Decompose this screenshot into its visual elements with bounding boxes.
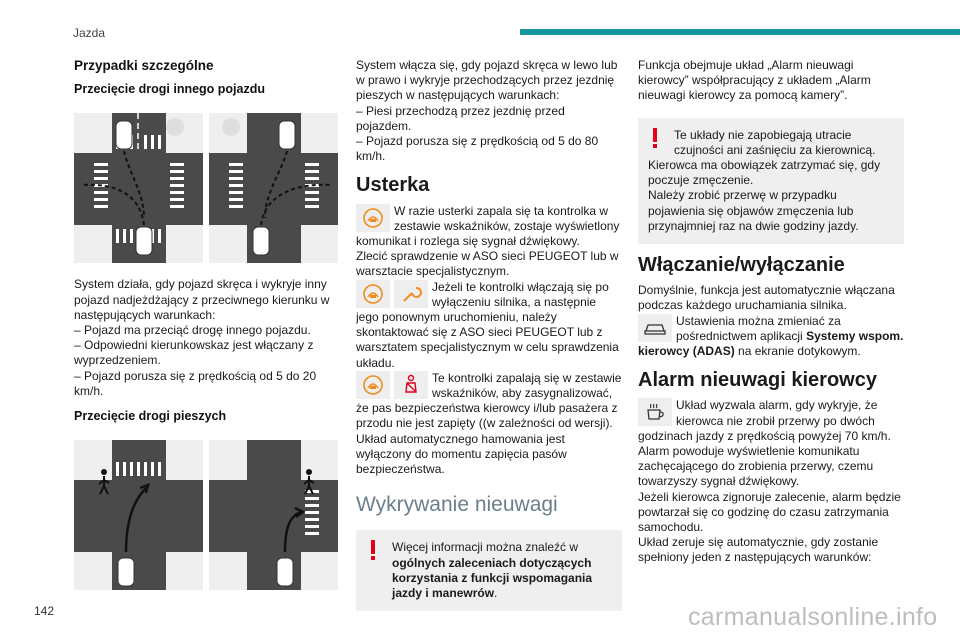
vehicle-crossing-figure-right <box>209 113 338 263</box>
wlaczanie-text-2-bold: Systemy wspom. kierowcy (ADAS) <box>638 328 904 359</box>
pedestrian-crossing-figure-left <box>74 440 203 590</box>
vehicle-condition-1: – Pojazd ma przeciąć drogę innego pojazdu. <box>74 323 311 338</box>
column-2 <box>356 58 622 621</box>
coffee-cup-icon <box>638 398 672 426</box>
wlaczanie-text-2-end: na ekranie dotykowym. <box>734 344 861 359</box>
usterka-text-1: W razie usterki zapala się ta kontrolka w zestawie wskaźników, zostaje wyświetlony komunikat i rozlega się sygnał dźwiękowy. <box>356 203 620 249</box>
usterka-title: Usterka <box>356 174 430 197</box>
pedestrian-crossing-figure-right <box>209 440 338 590</box>
pedestrian-intro-text: System włącza się, gdy pojazd skręca w lewo lub w prawo i wykryje przechodzących przez jezdnię pieszych w następujących warunkach: <box>356 58 618 103</box>
warning-note-line-2: Kierowca ma obowiązek zatrzymać się, gdy poczuje zmęczenie. <box>648 158 881 188</box>
pedestrian-crossing-figures <box>74 440 339 590</box>
pedestrian-condition-2: – Pojazd porusza się z prędkością od 5 do 80 km/h. <box>356 134 599 164</box>
alarm-title: Alarm nieuwagi kierowcy <box>638 369 877 392</box>
alarm-para-1 <box>638 398 904 444</box>
page-number: 142 <box>34 604 55 618</box>
collision-warning-icon <box>356 280 390 308</box>
wlaczanie-text-1: Domyślnie, funkcja jest automatycznie włączana podczas każdego uruchamiania silnika. <box>638 283 895 313</box>
vehicle-crossing-text: System działa, gdy pojazd skręca i wykryje inny pojazd nadjeżdżający z przeciwnego kierunku w następujących warunkach: <box>74 277 330 322</box>
info-note-bold: ogólnych zaleceniach dotyczących korzystania z funkcji wspomagania jazdy i manewrów <box>392 555 593 601</box>
header-accent-bar <box>520 29 960 35</box>
wykrywanie-title: Wykrywanie nieuwagi <box>356 493 558 517</box>
column-3 <box>638 58 904 566</box>
collision-warning-icon <box>356 371 390 399</box>
watermark: carmanualsonline.info <box>688 603 938 631</box>
info-note-text <box>366 540 612 601</box>
wlaczanie-para-2 <box>638 314 904 360</box>
usterka-text-2: Jeżeli te kontrolki włączają się po wyłączeniu silnika, a następnie jego ponownym uruchomieniu, należy skontaktować się z ASO sieci PEUGEOT lub z warsztatem specjalistycznym w celu sprawdzenia układu. <box>356 279 619 370</box>
warning-note-line-1: Te układy nie zapobiegają utracie czujności ani zaśnięciu za kierownicą. <box>674 127 876 157</box>
info-note-end: . <box>494 586 498 601</box>
wlaczanie-text-2-normal: Ustawienia można zmieniać za pośrednictwem aplikacji <box>676 313 841 343</box>
vehicle-crossing-figures <box>74 113 339 263</box>
warning-note-line-3: Należy zrobić przerwę w przypadku pojawienia się objawów zmęczenia lub przynajmniej raz na dwie godziny jazdy. <box>648 188 859 233</box>
usterka-para-1 <box>356 204 622 250</box>
collision-warning-icon <box>356 204 390 232</box>
alarm-text-3: Jeżeli kierowca zignoruje zalecenie, alarm będzie powtarzał się co godzinę do czasu zatrzymania samochodu. <box>638 489 901 535</box>
pedestrian-condition-1: – Piesi przechodzą przez jezdnię przed pojazdem. <box>356 103 565 133</box>
usterka-para-2 <box>356 280 622 371</box>
function-intro-text: Funkcja obejmuje układ „Alarm nieuwagi kierowcy” współpracujący z układem „Alarm nieuwagi kierowcy za pomocą kamery”. <box>638 58 871 103</box>
subsection-title-vehicle: Przecięcie drogi innego pojazdu <box>74 82 266 97</box>
vehicle-condition-3: – Pojazd porusza się z prędkością od 5 do 20 km/h. <box>74 368 317 398</box>
usterka-para-3 <box>356 371 622 477</box>
vehicle-condition-2: – Odpowiedni kierunkowskaz jest włączany z wyprzedzeniem. <box>74 338 314 368</box>
info-note-normal: Więcej informacji można znaleźć w <box>392 540 579 555</box>
alarm-text-2: Alarm powoduje wyświetlenie komunikatu zachęcającego do zrobienia przerwy, czemu towarzyszy sygnał dźwiękowy. <box>638 444 874 489</box>
column-1 <box>74 58 339 604</box>
warning-note-box <box>638 118 904 244</box>
wlaczanie-title: Włączanie/wyłączanie <box>638 254 845 277</box>
seatbelt-icon <box>394 371 428 399</box>
exclamation-icon <box>652 128 658 148</box>
header-label: Jazda <box>73 26 106 40</box>
exclamation-icon <box>370 540 376 560</box>
alarm-text-1: Układ wyzwala alarm, gdy wykryje, że kierowca nie zrobił przerwy po dwóch godzinach jazdy z prędkością powyżej 70 km/h. <box>638 398 891 443</box>
info-note-box <box>356 530 622 611</box>
usterka-text-1b: Zlecić sprawdzenie w ASO sieci PEUGEOT lub w warsztacie specjalistycznym. <box>356 249 619 279</box>
car-outline-icon <box>638 314 672 342</box>
section-title: Przypadki szczególne <box>74 58 214 73</box>
alarm-text-4: Układ zeruje się automatycznie, gdy zostanie spełniony jeden z następujących warunków: <box>638 535 879 565</box>
vehicle-crossing-figure-left <box>74 113 203 263</box>
subsection-title-pedestrian: Przecięcie drogi pieszych <box>74 409 227 424</box>
wrench-service-icon <box>394 280 428 308</box>
usterka-text-3: Te kontrolki zapalają się w zestawie wskaźników, aby zasygnalizować, że pas bezpieczeństwa kierowcy i/lub pasażera z przodu nie jest zapięty ((w zależności od wersji). Układ automatycznego hamowania jest wyłączony do momentu zapięcia pasów bezpieczeństwa. <box>356 370 622 477</box>
